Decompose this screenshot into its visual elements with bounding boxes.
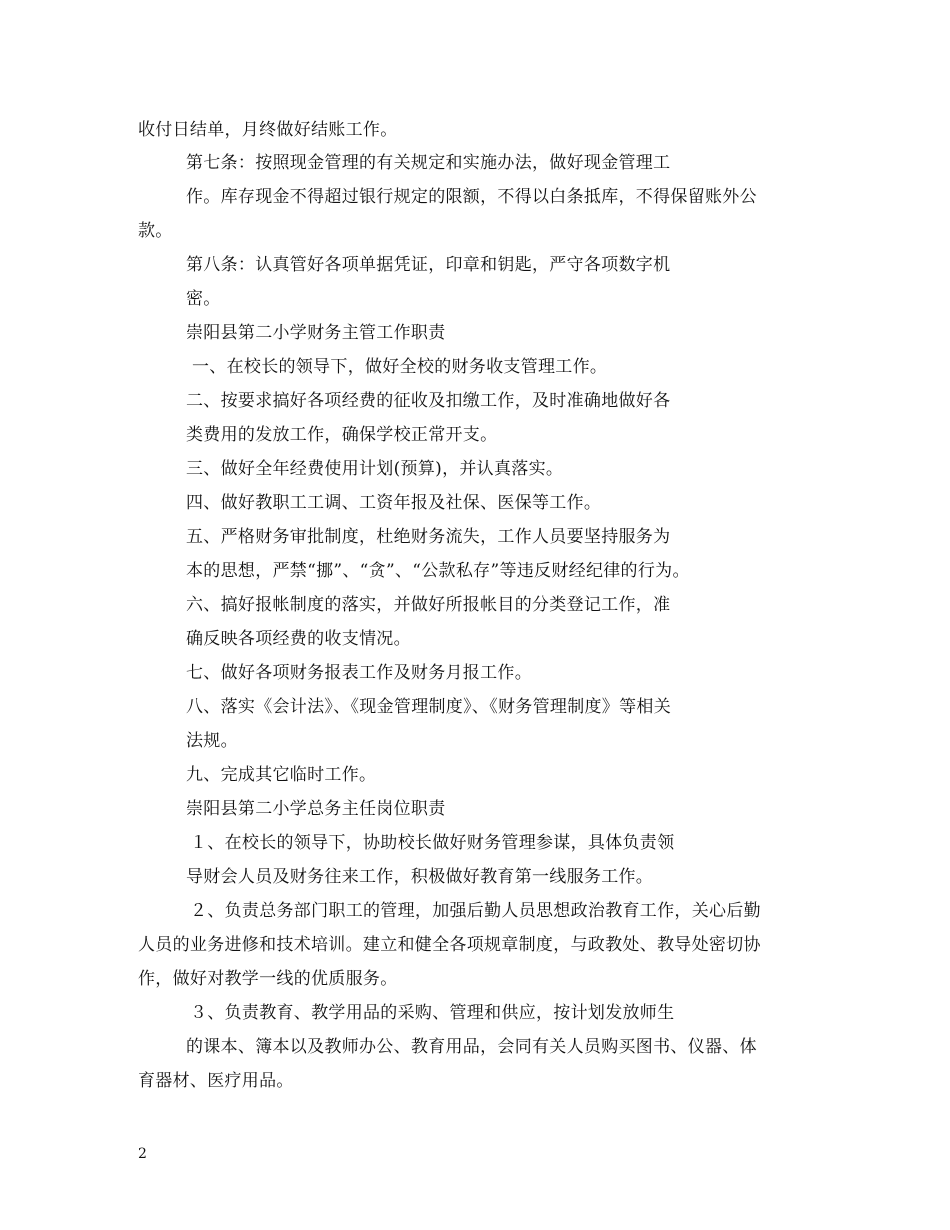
text-line: 的课本、簿本以及教师办公、教育用品，会同有关人员购买图书、仪器、体 [186, 1037, 757, 1057]
text-line: 导财会人员及财务往来工作，积极做好教育第一线服务工作。 [186, 867, 654, 887]
text-line: 七、做好各项财务报表工作及财务月报工作。 [186, 663, 532, 683]
text-line: 款。 [138, 221, 173, 241]
text-line: 一、在校长的领导下，做好全校的财务收支管理工作。 [192, 357, 608, 377]
text-line: 第八条：认真管好各项单据凭证，印章和钥匙，严守各项数字机 [186, 255, 671, 275]
text-line: 类费用的发放工作，确保学校正常开支。 [186, 425, 498, 445]
text-line: 第七条：按照现金管理的有关规定和实施办法，做好现金管理工 [186, 153, 671, 173]
text-line: 作。库存现金不得超过银行规定的限额，不得以白条抵库，不得保留账外公 [186, 187, 757, 207]
text-line: 四、做好教职工工调、工资年报及社保、医保等工作。 [186, 493, 602, 513]
text-line: 六、搞好报帐制度的落实，并做好所报帐目的分类登记工作，准 [186, 595, 671, 615]
text-line: 法规。 [186, 731, 238, 751]
text-line: 三、做好全年经费使用计划(预算)，并认真落实。 [186, 459, 564, 479]
text-line: 密。 [186, 289, 221, 309]
text-line: 二、按要求搞好各项经费的征收及扣缴工作，及时准确地做好各 [186, 391, 671, 411]
text-line: ２、负责总务部门职工的管理，加强后勤人员思想政治教育工作，关心后勤 [190, 901, 761, 921]
page-number: 2 [138, 1146, 147, 1162]
text-line: 八、落实《会计法》、《现金管理制度》、《财务管理制度》等相关 [186, 697, 671, 717]
text-line: 本的思想，严禁“挪”、“贪”、“公款私存”等违反财经纪律的行为。 [186, 561, 690, 581]
text-line: ３、负责教育、教学用品的采购、管理和供应，按计划发放师生 [190, 1003, 675, 1023]
text-line: 收付日结单，月终做好结账工作。 [138, 120, 398, 140]
text-line: 五、严格财务审批制度，杜绝财务流失，工作人员要坚持服务为 [186, 527, 671, 547]
text-line: 人员的业务进修和技术培训。建立和健全各项规章制度，与政教处、教导处密切协 [138, 935, 761, 955]
text-line: 育器材、医疗用品。 [138, 1071, 294, 1091]
text-line: 九、完成其它临时工作。 [186, 765, 377, 785]
text-line: 确反映各项经费的收支情况。 [186, 629, 411, 649]
section-heading: 崇阳县第二小学总务主任岗位职责 [186, 799, 446, 819]
text-line: １、在校长的领导下，协助校长做好财务管理参谋，具体负责领 [190, 833, 675, 853]
text-line: 作，做好对教学一线的优质服务。 [138, 969, 398, 989]
section-heading: 崇阳县第二小学财务主管工作职责 [186, 323, 446, 343]
